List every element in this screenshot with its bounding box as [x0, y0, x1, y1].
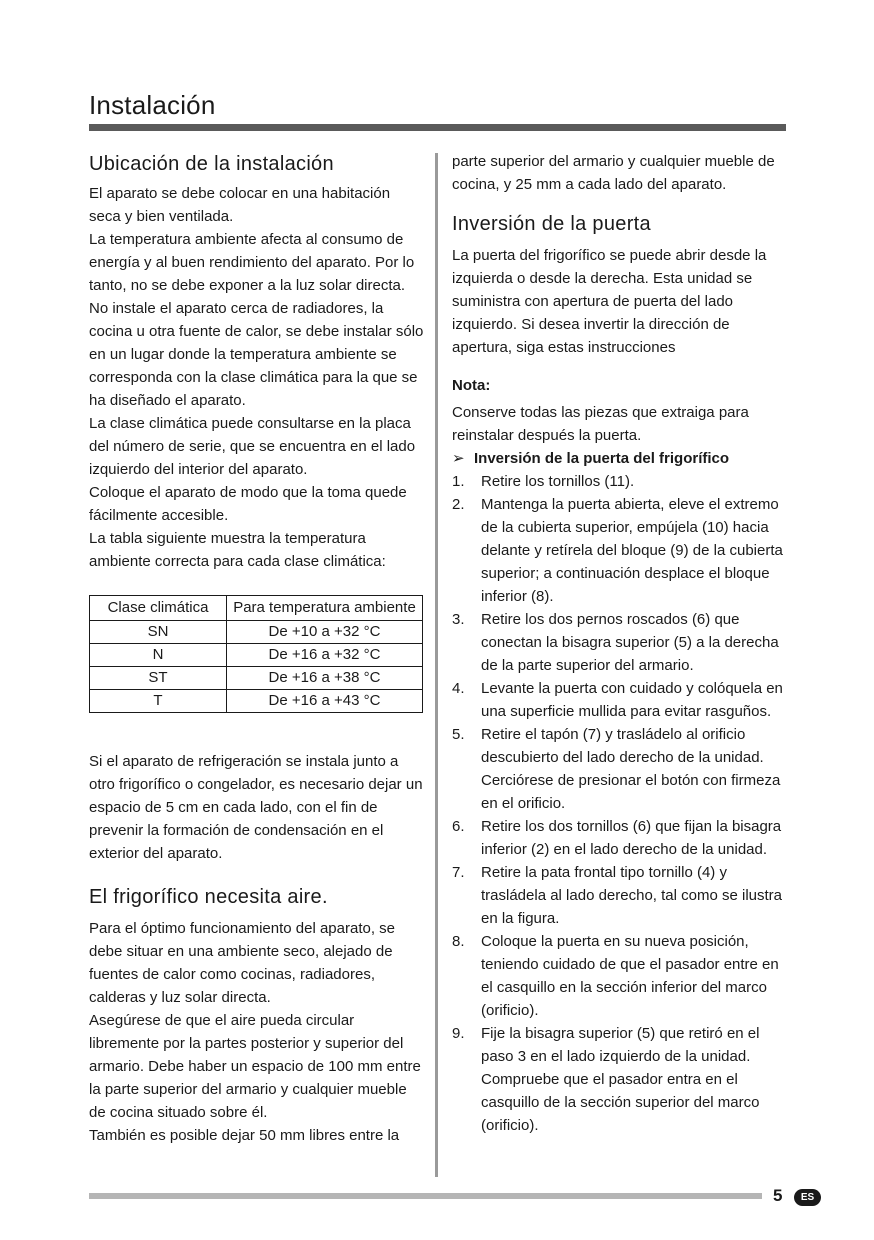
- step-text: Retire los tornillos (11).: [481, 473, 635, 490]
- step-number: 1.: [452, 473, 465, 490]
- step-text: Mantenga la puerta abierta, eleve el extremo de la cubierta superior, empújela (10) hacia delante y retírela del bloque (9) de la cubierta superior; a continuación desplace el bloque inferior (8).: [481, 496, 783, 605]
- step-text: Retire la pata frontal tipo tornillo (4) y trasládela al lado derecho, tal como se ilustra en la figura.: [481, 864, 782, 927]
- list-item: [452, 861, 790, 930]
- arrow-bullet-icon: ➢: [452, 450, 465, 467]
- table-cell: De +10 a +32 °C: [227, 621, 423, 644]
- page-number: 5: [773, 1186, 783, 1205]
- step-number: 9.: [452, 1025, 465, 1042]
- right-column: [452, 150, 790, 1137]
- list-item: [452, 470, 790, 493]
- step-number: 3.: [452, 611, 465, 628]
- paragraph: La tabla siguiente muestra la temperatura ambiente correcta para cada clase climática:: [89, 530, 386, 570]
- climate-class-table: [89, 595, 423, 713]
- section-heading-aire: El frigorífico necesita aire.: [89, 886, 328, 908]
- section-heading-ubicacion: Ubicación de la instalación: [89, 153, 334, 175]
- paragraph: Para el óptimo funcionamiento del aparato, se debe situar en una ambiente seco, alejado de fuentes de calor como cocinas, radiadores, calderas y luz solar directa.: [89, 920, 396, 1006]
- step-text: Fije la bisagra superior (5) que retiró en el paso 3 en el lado izquierdo de la unidad. Compruebe que el pasador entra en el casquillo de la sección superior del marco (orificio).: [481, 1025, 760, 1134]
- list-item: [452, 930, 790, 1022]
- table-cell: De +16 a +38 °C: [227, 667, 423, 690]
- table-header-cell: Para temperatura ambiente: [227, 596, 423, 621]
- table-cell: ST: [90, 667, 227, 690]
- step-number: 6.: [452, 818, 465, 835]
- list-item: [452, 815, 790, 861]
- procedure-subheading-text: Inversión de la puerta del frigorífico: [474, 450, 730, 467]
- table-row: [90, 690, 423, 713]
- paragraph: parte superior del armario y cualquier mueble de cocina, y 25 mm a cada lado del aparato.: [452, 153, 775, 193]
- paragraph: No instale el aparato cerca de radiadores, la cocina u otra fuente de calor, se debe instalar sólo en un lugar donde la temperatura ambiente se corresponda con la clase climática para la que se ha diseñado el aparato.: [89, 300, 424, 409]
- step-number: 2.: [452, 496, 465, 513]
- table-header-cell: Clase climática: [90, 596, 227, 621]
- paragraph: Si el aparato de refrigeración se instala junto a otro frigorífico o congelador, es necesario dejar un espacio de 5 cm en cada lado, con el fin de prevenir la formación de condensación en el exterior del aparato.: [89, 753, 423, 862]
- table-cell: De +16 a +32 °C: [227, 644, 423, 667]
- paragraph: El aparato se debe colocar en una habitación seca y bien ventilada.: [89, 185, 391, 225]
- note-label: Nota:: [452, 377, 491, 394]
- table-row: [90, 621, 423, 644]
- paragraph: La clase climática puede consultarse en la placa del número de serie, que se encuentra en el lado izquierdo del interior del aparato.: [89, 415, 416, 478]
- step-number: 4.: [452, 680, 465, 697]
- list-item: [452, 677, 790, 723]
- table-cell: T: [90, 690, 227, 713]
- paragraph: La temperatura ambiente afecta al consumo de energía y al buen rendimiento del aparato. Por lo tanto, no se debe exponer a la luz solar directa.: [89, 231, 415, 294]
- step-number: 5.: [452, 726, 465, 743]
- list-item: [452, 1022, 790, 1137]
- table-row: [90, 667, 423, 690]
- step-text: Retire los dos tornillos (6) que fijan la bisagra inferior (2) en el lado derecho de la unidad.: [481, 818, 782, 858]
- step-number: 7.: [452, 864, 465, 881]
- page-title: Instalación: [89, 90, 216, 120]
- step-number: 8.: [452, 933, 465, 950]
- step-text: Coloque la puerta en su nueva posición, teniendo cuidado de que el pasador entre en el casquillo en la sección inferior del marco (orificio).: [481, 933, 779, 1019]
- paragraph: Coloque el aparato de modo que la toma quede fácilmente accesible.: [89, 484, 407, 524]
- list-item: [452, 493, 790, 608]
- list-item: [452, 608, 790, 677]
- note-text: Conserve todas las piezas que extraiga para reinstalar después la puerta.: [452, 404, 749, 444]
- language-badge: ES: [794, 1189, 821, 1206]
- paragraph: La puerta del frigorífico se puede abrir desde la izquierda o desde la derecha. Esta unidad se suministra con apertura de puerta del lado izquierdo. Si desea invertir la dirección de apertura, siga estas instrucciones: [452, 247, 767, 356]
- table-cell: SN: [90, 621, 227, 644]
- step-text: Retire el tapón (7) y trasládelo al orificio descubierto del lado derecho de la unidad. Cerciórese de presionar el botón con firmeza en el orificio.: [481, 726, 781, 812]
- table-cell: De +16 a +43 °C: [227, 690, 423, 713]
- table-header-row: [90, 596, 423, 621]
- left-column: [89, 150, 425, 1147]
- column-divider: [435, 153, 438, 1177]
- table-cell: N: [90, 644, 227, 667]
- paragraph: Asegúrese de que el aire pueda circular libremente por la partes posterior y superior del armario. Debe haber un espacio de 100 mm entre la parte superior del armario y cualquier mueble de cocina situado sobre él.: [89, 1012, 421, 1121]
- footer-rule: [89, 1193, 762, 1199]
- table-row: [90, 644, 423, 667]
- procedure-subheading: [452, 447, 790, 470]
- title-rule: [89, 124, 786, 131]
- steps-list: [452, 470, 790, 1137]
- step-text: Levante la puerta con cuidado y colóquela en una superficie mullida para evitar rasguños.: [481, 680, 783, 720]
- list-item: [452, 723, 790, 815]
- paragraph: También es posible dejar 50 mm libres entre la: [89, 1127, 400, 1144]
- section-heading-inversion: Inversión de la puerta: [452, 213, 651, 235]
- step-text: Retire los dos pernos roscados (6) que conectan la bisagra superior (5) a la derecha de la parte superior del armario.: [481, 611, 779, 674]
